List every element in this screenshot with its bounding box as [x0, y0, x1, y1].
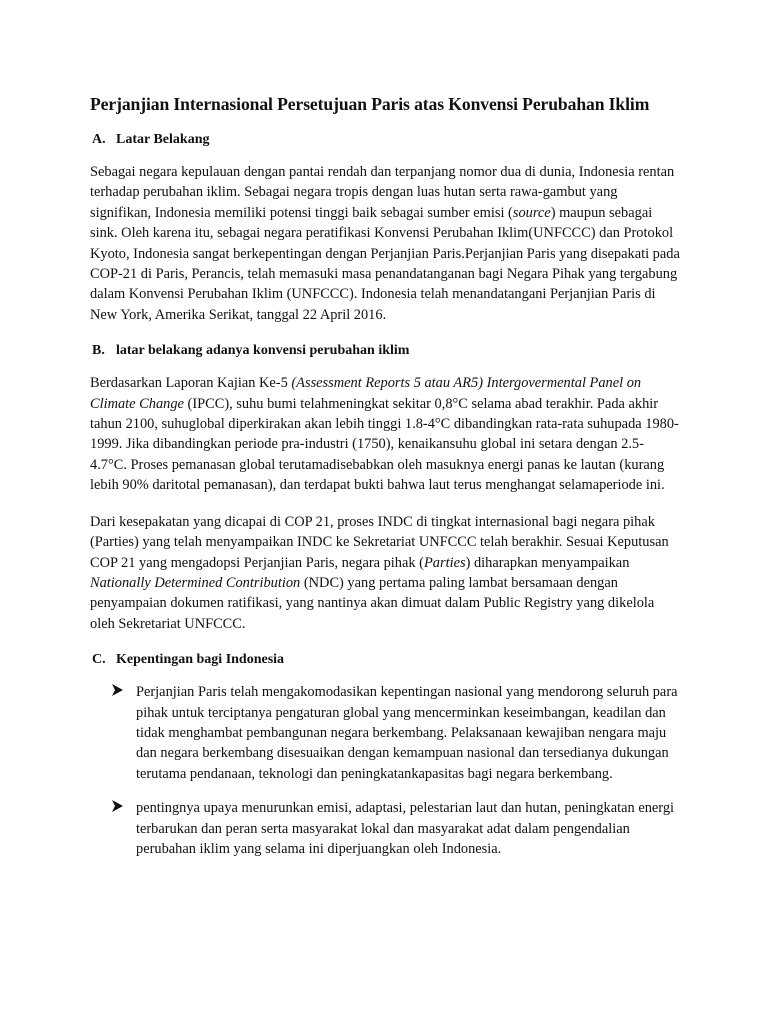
paragraph-cop21 — [90, 512, 680, 634]
section-title: Latar Belakang — [116, 132, 210, 147]
text-run: Sebagai negara kepulauan dengan pantai rendah dan terpanjang nomor dua di dunia, Indonesia rentan terhadap perubahan iklim. Sebagai negara tropis dengan luas hutan serta rawa-gambut yang signifikan, Indonesia memiliki potensi tinggi baik sebagai sumber emisi ( — [90, 164, 675, 221]
bullet-list — [90, 682, 680, 859]
text-run: Berdasarkan Laporan Kajian Ke-5 — [90, 375, 292, 392]
text-run: (IPCC), suhu bumi telahmeningkat sekitar 0,8°C selama abad terakhir. Pada akhir tahun 2100, suhuglobal diperkirakan akan lebih tinggi 1.8-4°C dibandingkan rata-rata suhupada 1980-1999. Jika dibandingkan periode pra-industri (1750), kenaikansuhu global ini setara dengan 2.5-4.7°C. Proses pemanasan global terutamadisebabkan oleh masuknya energi panas ke lautan (kurang lebih 90% daritotal pemanasan), dan terdapat bukti bahwa laut terus menghangat selamaperiode ini. — [90, 395, 679, 494]
section-letter: C. — [92, 652, 106, 668]
section-letter: A. — [92, 132, 106, 147]
paragraph-ipcc — [90, 373, 680, 495]
text-run-italic: Parties — [423, 554, 466, 571]
section-title: latar belakang adanya konvensi perubahan iklim — [116, 343, 410, 359]
text-run: ) diharapkan menyampaikan — [465, 554, 630, 571]
text-run-italic: source — [512, 204, 551, 221]
text-run: ) maupun sebagai sink. Oleh karena itu, sebagai negara peratifikasi Konvensi Perubahan Iklim(UNFCCC) dan Protokol Kyoto, Indonesia sangat berkepentingan dengan Perjanjian Paris.Perjanjian Paris yang disepakati pada COP-21 di Paris, Perancis, telah memasuki masa penandatanganan bagi Negara Pihak yang tergabung dalam Konvensi Perubahan Iklim (UNFCCC). Indonesia telah menandatangani Perjanjian Paris di New York, Amerika Serikat, tanggal 22 April 2016. — [90, 204, 680, 323]
arrowhead-bullet-icon — [112, 798, 128, 818]
list-item — [90, 682, 680, 784]
section-title: Kepentingan bagi Indonesia — [116, 652, 285, 668]
document-page — [90, 92, 680, 873]
section-letter: B. — [92, 343, 105, 359]
section-heading-a — [92, 130, 680, 150]
section-heading-c — [92, 650, 680, 670]
arrowhead-bullet-icon — [112, 682, 128, 702]
list-item — [90, 798, 680, 859]
document-title: Perjanjian Internasional Persetujuan Paris atas Konvensi Perubahan Iklim — [90, 94, 650, 114]
section-heading-b — [92, 341, 680, 361]
text-run-italic: Nationally Determined Contribution — [90, 574, 301, 591]
text-run: Dari kesepakatan yang dicapai di COP 21, proses INDC di tingkat internasional bagi negara pihak (Parties) yang telah menyampaikan INDC ke Sekretariat UNFCCC telah berakhir. Sesuai Keputusan COP 21 yang mengadopsi Perjanjian Paris, negara pihak ( — [90, 513, 669, 571]
list-item-text: Perjanjian Paris telah mengakomodasikan kepentingan nasional yang mendorong seluruh para pihak untuk terciptanya pengaturan global yang mencerminkan keseimbangan, keadilan dan tidak menghambat pembangunan negara berkembang. Pelaksanaan kewajiban nengara maju dan negara berkembang disesuaikan dengan kemampuan nasional dan tersedianya dukungan terutama pendanaan, teknologi dan peningkatankapasitas bagi negara berkembang. — [136, 684, 678, 782]
paragraph-latar-belakang — [90, 162, 680, 325]
text-run-italic: (Assessment Reports 5 atau AR5) Intergovermental Panel on Climate Change — [90, 375, 642, 412]
list-item-text: pentingnya upaya menurunkan emisi, adaptasi, pelestarian laut dan hutan, peningkatan energi terbarukan dan peran serta masyarakat lokal dan masyarakat adat dalam pengendalian perubahan iklim yang selama ini diperjuangkan oleh Indonesia. — [136, 800, 675, 857]
text-run: (NDC) yang pertama paling lambat bersamaan dengan penyampaian dokumen ratifikasi, yang nantinya akan dimuat dalam Public Registry yang dikelola oleh Sekretariat UNFCCC. — [90, 574, 655, 632]
